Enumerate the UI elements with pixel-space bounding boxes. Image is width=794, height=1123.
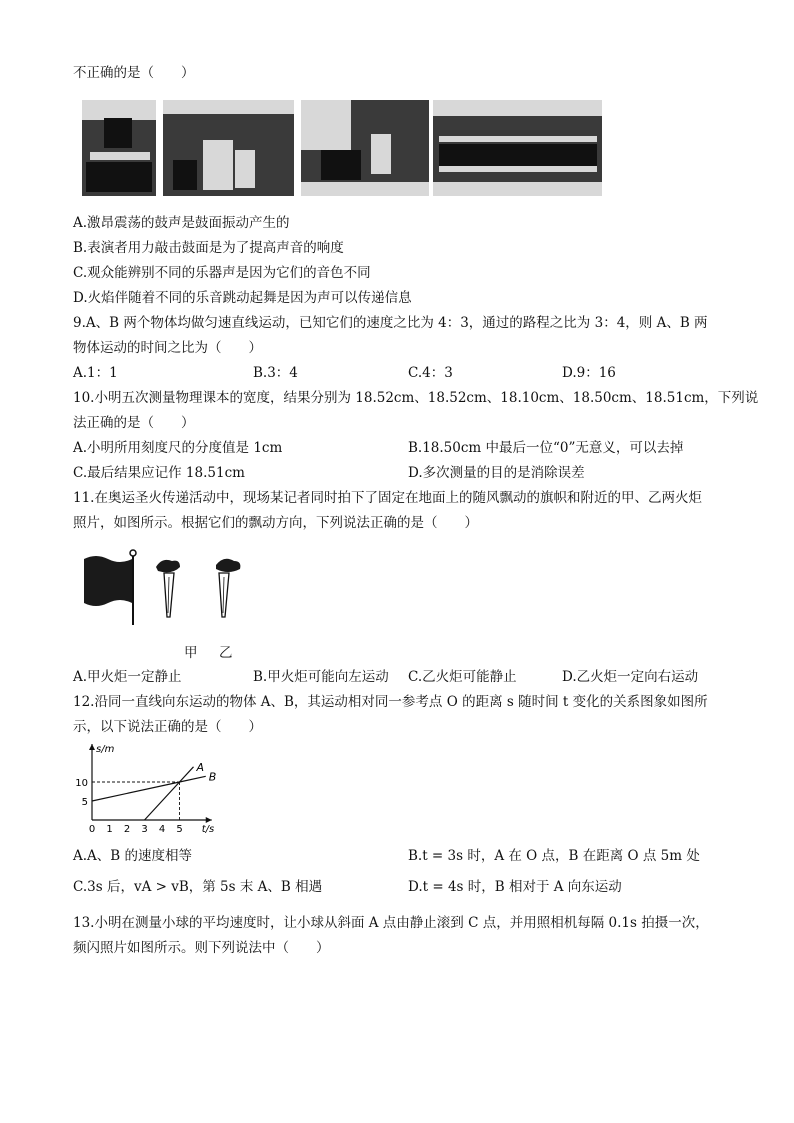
s-t-graph — [70, 740, 240, 838]
x-tick-label: 0 — [88, 824, 96, 835]
option-d: D.乙火炬一定向右运动 — [562, 669, 699, 685]
x-tick-label: 2 — [123, 824, 131, 835]
option-d: D.火焰伴随着不同的乐音跳动起舞是因为声可以传递信息 — [73, 290, 412, 306]
question-9-line-1: 9.A、B 两个物体均做匀速直线运动，已知它们的速度之比为 4：3，通过的路程之比为 3：4，则 A、B 两 — [73, 315, 708, 331]
torch-label-yi: 乙 — [219, 645, 233, 661]
question-stem: 不正确的是（ ） — [73, 65, 195, 81]
series-line-A — [145, 767, 194, 820]
option-b: B.甲火炬可能向左运动 — [253, 669, 389, 685]
option-a: A.1：1 — [73, 365, 118, 381]
question-12-line-2: 示，以下说法正确的是（ ） — [73, 719, 262, 735]
drum-photo-1 — [82, 100, 156, 196]
drum-photo-3 — [301, 100, 429, 196]
option-b: B.18.50cm 中最后一位“0”无意义，可以去掉 — [408, 440, 684, 456]
flag-icon — [84, 550, 136, 625]
x-tick-label: 4 — [158, 824, 166, 835]
question-10-line-1: 10.小明五次测量物理课本的宽度，结果分别为 18.52cm、18.52cm、18.10cm、18.50cm、18.51cm，下列说 — [73, 390, 759, 406]
question-9-line-2: 物体运动的时间之比为（ ） — [73, 340, 262, 356]
torch-jia-icon — [156, 560, 180, 617]
x-axis-arrow — [206, 817, 212, 823]
y-axis-label: s/m — [96, 744, 115, 755]
question-10-line-2: 法正确的是（ ） — [73, 415, 195, 431]
option-b: B.t = 3s 时，A 在 O 点，B 在距离 O 点 5m 处 — [408, 848, 700, 864]
series-line-B — [92, 776, 206, 801]
option-d: D.9：16 — [562, 365, 616, 381]
series-label-B: B — [208, 770, 217, 784]
torch-label-jia: 甲 — [184, 645, 198, 661]
drum-photo-2 — [163, 100, 294, 196]
x-tick-label: 5 — [176, 824, 183, 835]
option-c: C.3s 后，vA > vB，第 5s 末 A、B 相遇 — [73, 879, 323, 895]
question-11-line-2: 照片，如图所示。根据它们的飘动方向，下列说法正确的是（ ） — [73, 515, 478, 531]
x-axis-label: t/s — [201, 824, 215, 835]
question-11-line-1: 11.在奥运圣火传递活动中，现场某记者同时拍下了固定在地面上的随风飘动的旗帜和附近的甲、乙两火炬 — [73, 490, 702, 506]
option-a: A.小明所用刻度尺的分度值是 1cm — [73, 440, 283, 456]
option-c: C.4：3 — [408, 365, 453, 381]
option-b: B.3：4 — [253, 365, 298, 381]
question-12-line-1: 12.沿同一直线向东运动的物体 A、B，其运动相对同一参考点 O 的距离 s 随时间 t 变化的关系图象如图所 — [73, 694, 708, 710]
torch-yi-icon — [216, 559, 240, 617]
y-axis-arrow — [89, 744, 95, 750]
x-tick-label: 3 — [141, 824, 148, 835]
option-a: A.甲火炬一定静止 — [73, 669, 182, 685]
question-13-line-2: 频闪照片如图所示。则下列说法中（ ） — [73, 940, 330, 956]
option-a: A.激昂震荡的鼓声是鼓面振动产生的 — [73, 215, 290, 231]
option-d: D.t = 4s 时，B 相对于 A 向东运动 — [408, 879, 622, 895]
y-tick-label: 5 — [81, 797, 88, 808]
option-c: C.乙火炬可能静止 — [408, 669, 517, 685]
option-d: D.多次测量的目的是消除误差 — [408, 465, 585, 481]
drum-photo-4 — [433, 100, 602, 196]
series-label-A: A — [196, 760, 205, 774]
y-tick-label: 10 — [75, 778, 88, 789]
option-c: C.观众能辨别不同的乐器声是因为它们的音色不同 — [73, 265, 371, 281]
question-13-line-1: 13.小明在测量小球的平均速度时，让小球从斜面 A 点由静止滚到 C 点，并用照相机每隔 0.1s 拍摄一次， — [73, 915, 709, 931]
flag-torch-figure — [76, 545, 256, 635]
option-c: C.最后结果应记作 18.51cm — [73, 465, 245, 481]
option-b: B.表演者用力敲击鼓面是为了提高声音的响度 — [73, 240, 344, 256]
x-tick-label: 1 — [106, 824, 113, 835]
option-a: A.A、B 的速度相等 — [73, 848, 193, 864]
